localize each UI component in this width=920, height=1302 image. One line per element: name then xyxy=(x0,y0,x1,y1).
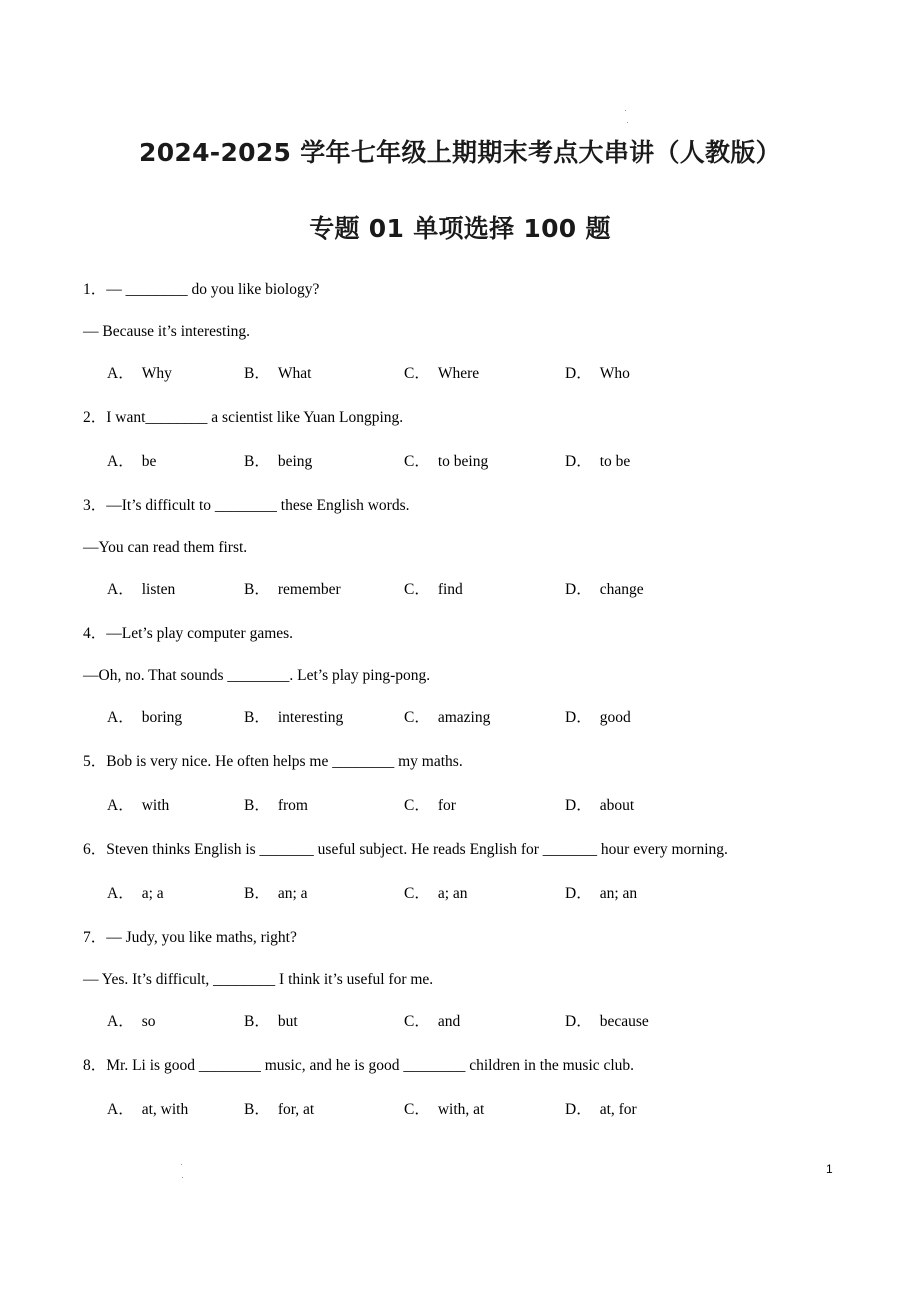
question-stem: 5．Bob is very nice. He often helps me ________ my maths. xyxy=(83,753,463,770)
question-stem: 4．—Let’s play computer games. xyxy=(83,625,294,642)
options-row xyxy=(0,1100,920,1120)
option-a: A． so xyxy=(107,1013,156,1030)
page-number: 1 xyxy=(826,1162,833,1176)
option-a: A． with xyxy=(107,797,170,814)
option-a: A． at, with xyxy=(107,1101,189,1118)
option-c: C． to being xyxy=(404,453,489,470)
option-d: D． because xyxy=(565,1013,649,1030)
option-d: D． an; an xyxy=(565,885,638,902)
option-b: B． an; a xyxy=(244,885,308,902)
scan-speck xyxy=(182,1177,183,1178)
question-stem: — Because it’s interesting. xyxy=(83,323,251,340)
option-d: D． good xyxy=(565,709,631,726)
option-b: B． from xyxy=(244,797,308,814)
option-b: B． for, at xyxy=(244,1101,315,1118)
option-b: B． interesting xyxy=(244,709,344,726)
options-row xyxy=(0,884,920,904)
question-stem: 1．— ________ do you like biology? xyxy=(83,281,320,298)
options-row xyxy=(0,796,920,816)
option-c: C． a; an xyxy=(404,885,468,902)
option-d: D． about xyxy=(565,797,635,814)
option-c: C． for xyxy=(404,797,456,814)
option-b: B． being xyxy=(244,453,313,470)
option-c: C． and xyxy=(404,1013,461,1030)
option-a: A． boring xyxy=(107,709,183,726)
options-row xyxy=(0,364,920,384)
option-a: A． a; a xyxy=(107,885,164,902)
option-b: B． What xyxy=(244,365,312,382)
option-c: C． amazing xyxy=(404,709,491,726)
options-row xyxy=(0,580,920,600)
question-stem: —Oh, no. That sounds ________. Let’s play ping-pong. xyxy=(83,667,431,684)
option-d: D． Who xyxy=(565,365,630,382)
option-a: A． listen xyxy=(107,581,176,598)
option-c: C． find xyxy=(404,581,463,598)
question-stem: 6．Steven thinks English is _______ useful subject. He reads English for _______ hour every morning. xyxy=(83,841,728,858)
option-d: D． change xyxy=(565,581,644,598)
option-a: A． be xyxy=(107,453,157,470)
scan-speck xyxy=(627,122,628,123)
options-row xyxy=(0,1012,920,1032)
option-d: D． to be xyxy=(565,453,631,470)
question-stem: — Yes. It’s difficult, ________ I think it’s useful for me. xyxy=(83,971,434,988)
option-a: A． Why xyxy=(107,365,172,382)
document-title: 2024-2025 学年七年级上期期末考点大串讲（人教版） xyxy=(139,138,781,167)
option-c: C． with, at xyxy=(404,1101,485,1118)
option-b: B． but xyxy=(244,1013,298,1030)
question-stem: 3．—It’s difficult to ________ these English words. xyxy=(83,497,410,514)
options-row xyxy=(0,452,920,472)
question-stem: —You can read them first. xyxy=(83,539,248,556)
scan-speck xyxy=(181,1164,182,1165)
option-b: B． remember xyxy=(244,581,341,598)
document-subtitle: 专题 01 单项选择 100 题 xyxy=(309,214,611,243)
question-stem: 7．— Judy, you like maths, right? xyxy=(83,929,297,946)
option-d: D． at, for xyxy=(565,1101,637,1118)
question-stem: 2．I want________ a scientist like Yuan Longping. xyxy=(83,409,404,426)
option-c: C． Where xyxy=(404,365,480,382)
options-row xyxy=(0,708,920,728)
question-stem: 8．Mr. Li is good ________ music, and he is good ________ children in the music club. xyxy=(83,1057,635,1074)
scan-speck xyxy=(625,110,626,111)
